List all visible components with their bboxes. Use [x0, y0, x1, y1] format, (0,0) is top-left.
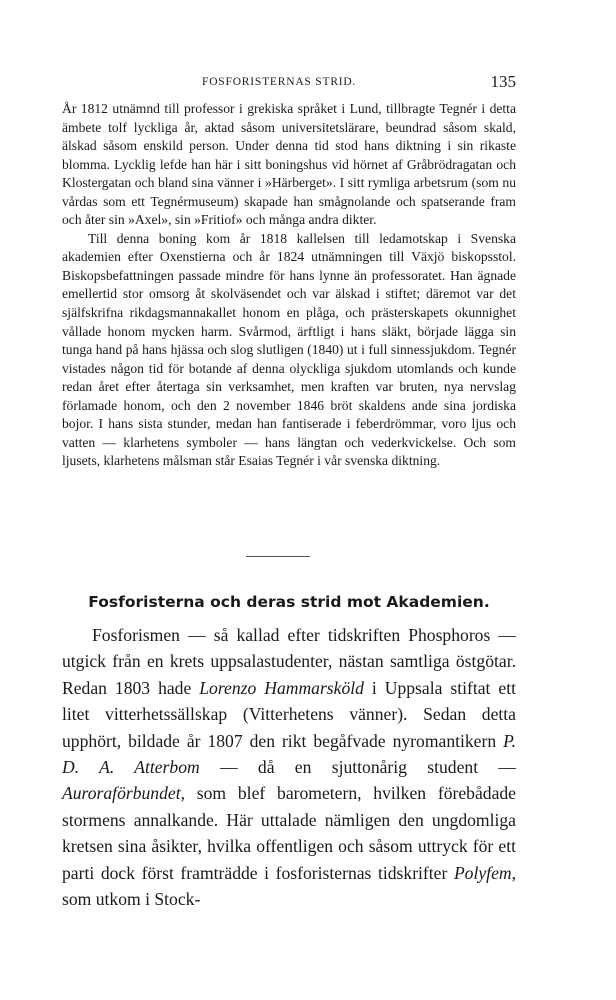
text-run: , som blef barometern, hvilken förebådade stormens annalkande. Här uttalade nämligen den ungdomliga kretsen sina åsikter, hvilka offentligen och såsom uttryck för ett parti dock först framträdde i fosforisternas tidskrifter [62, 783, 516, 883]
paragraph-fosforismen [62, 622, 516, 912]
text-run: , som utkom i Stock- [62, 862, 516, 910]
running-title: FOSFORISTERNAS STRID. [202, 76, 357, 88]
text-run: — då en sjuttonårig student — [199, 757, 516, 778]
tegner-section [62, 100, 516, 471]
person-name-atterbom: P. D. A. Atterbom [62, 730, 516, 778]
page-number: 135 [490, 72, 516, 91]
running-head [62, 72, 516, 92]
fosforisterna-section [62, 622, 516, 912]
journal-name-polyfem: Polyfem [453, 862, 512, 883]
text-run: i Uppsala stiftat ett litet vitterhetssällskap (Vitterhetens vänner). Sedan detta upphört, bildade år 1807 den rikt begåfvade nyromantikern [62, 677, 516, 751]
text-run: Fosforismen — så kallad efter tidskriften Phosphoros — utgick från en krets uppsalastudenter, nästan samtliga östgötar. Redan 1803 hade [62, 625, 516, 698]
section-divider [246, 556, 310, 557]
person-name-hammarskold: Lorenzo Hammarsköld [199, 677, 364, 698]
society-name-auroraforbundet: Auroraförbundet [62, 783, 181, 804]
section-heading: Fosforisterna och deras strid mot Akademien. [88, 593, 490, 611]
paragraph-tegner-vaxjo: Till denna boning kom år 1818 kallelsen till ledamotskap i Svenska akademien efter Oxenstierna och år 1824 utnämningen till Växjö biskopsstol. Biskopsbefattningen passade mindre för hans lynne än professoratet. Han ägnade emellertid stor omsorg åt skolväsendet och var älskad i stiftet; däremot var det själfskrifna rikdagsmannakallet honom en plåga, och prästerskapets okunnighet vållade honom mycken harm. Svårmod, ärftligt i hans släkt, började lägga sin tunga hand på hans hjässa och slog slutligen (1840) ut i full sinnessjukdom. Tegnér vistades någon tid för botande af denna olyckliga sjukdom utomlands och kunde redan året efter återtaga sin verksamhet, men kraften var bruten, nya nervslag förlamade honom, och den 2 november 1846 bröt skaldens ande sina jordiska bojor. I hans sista stunder, medan han fantiserade i feberdrömmar, voro ljus och vatten — klarhetens symboler — hans längtan och vederkvickelse. Och som ljusets, klarhetens målsman står Esaias Tegnér i vår svenska diktning. [62, 230, 516, 469]
paragraph-tegner-lund: År 1812 utnämnd till professor i grekiska språket i Lund, tillbragte Tegnér i detta ämbete tolf lyckliga år, aktad såsom universitetslärare, beundrad såsom skald, älskad såsom enskild person. Under denna tid stod hans diktning i sin rikaste blomma. Lycklig lefde han här i sitt boningshus vid hörnet af Gråbrödragatan och Klostergatan och bland sina vänner i »Härberget». I sitt rymliga arbetsrum (som nu vårdas som ett Tegnérmuseum) skapade han smågnolande och spatserande fram och åter sin »Axel», sin »Fritiof» och många andra dikter. [62, 101, 516, 228]
